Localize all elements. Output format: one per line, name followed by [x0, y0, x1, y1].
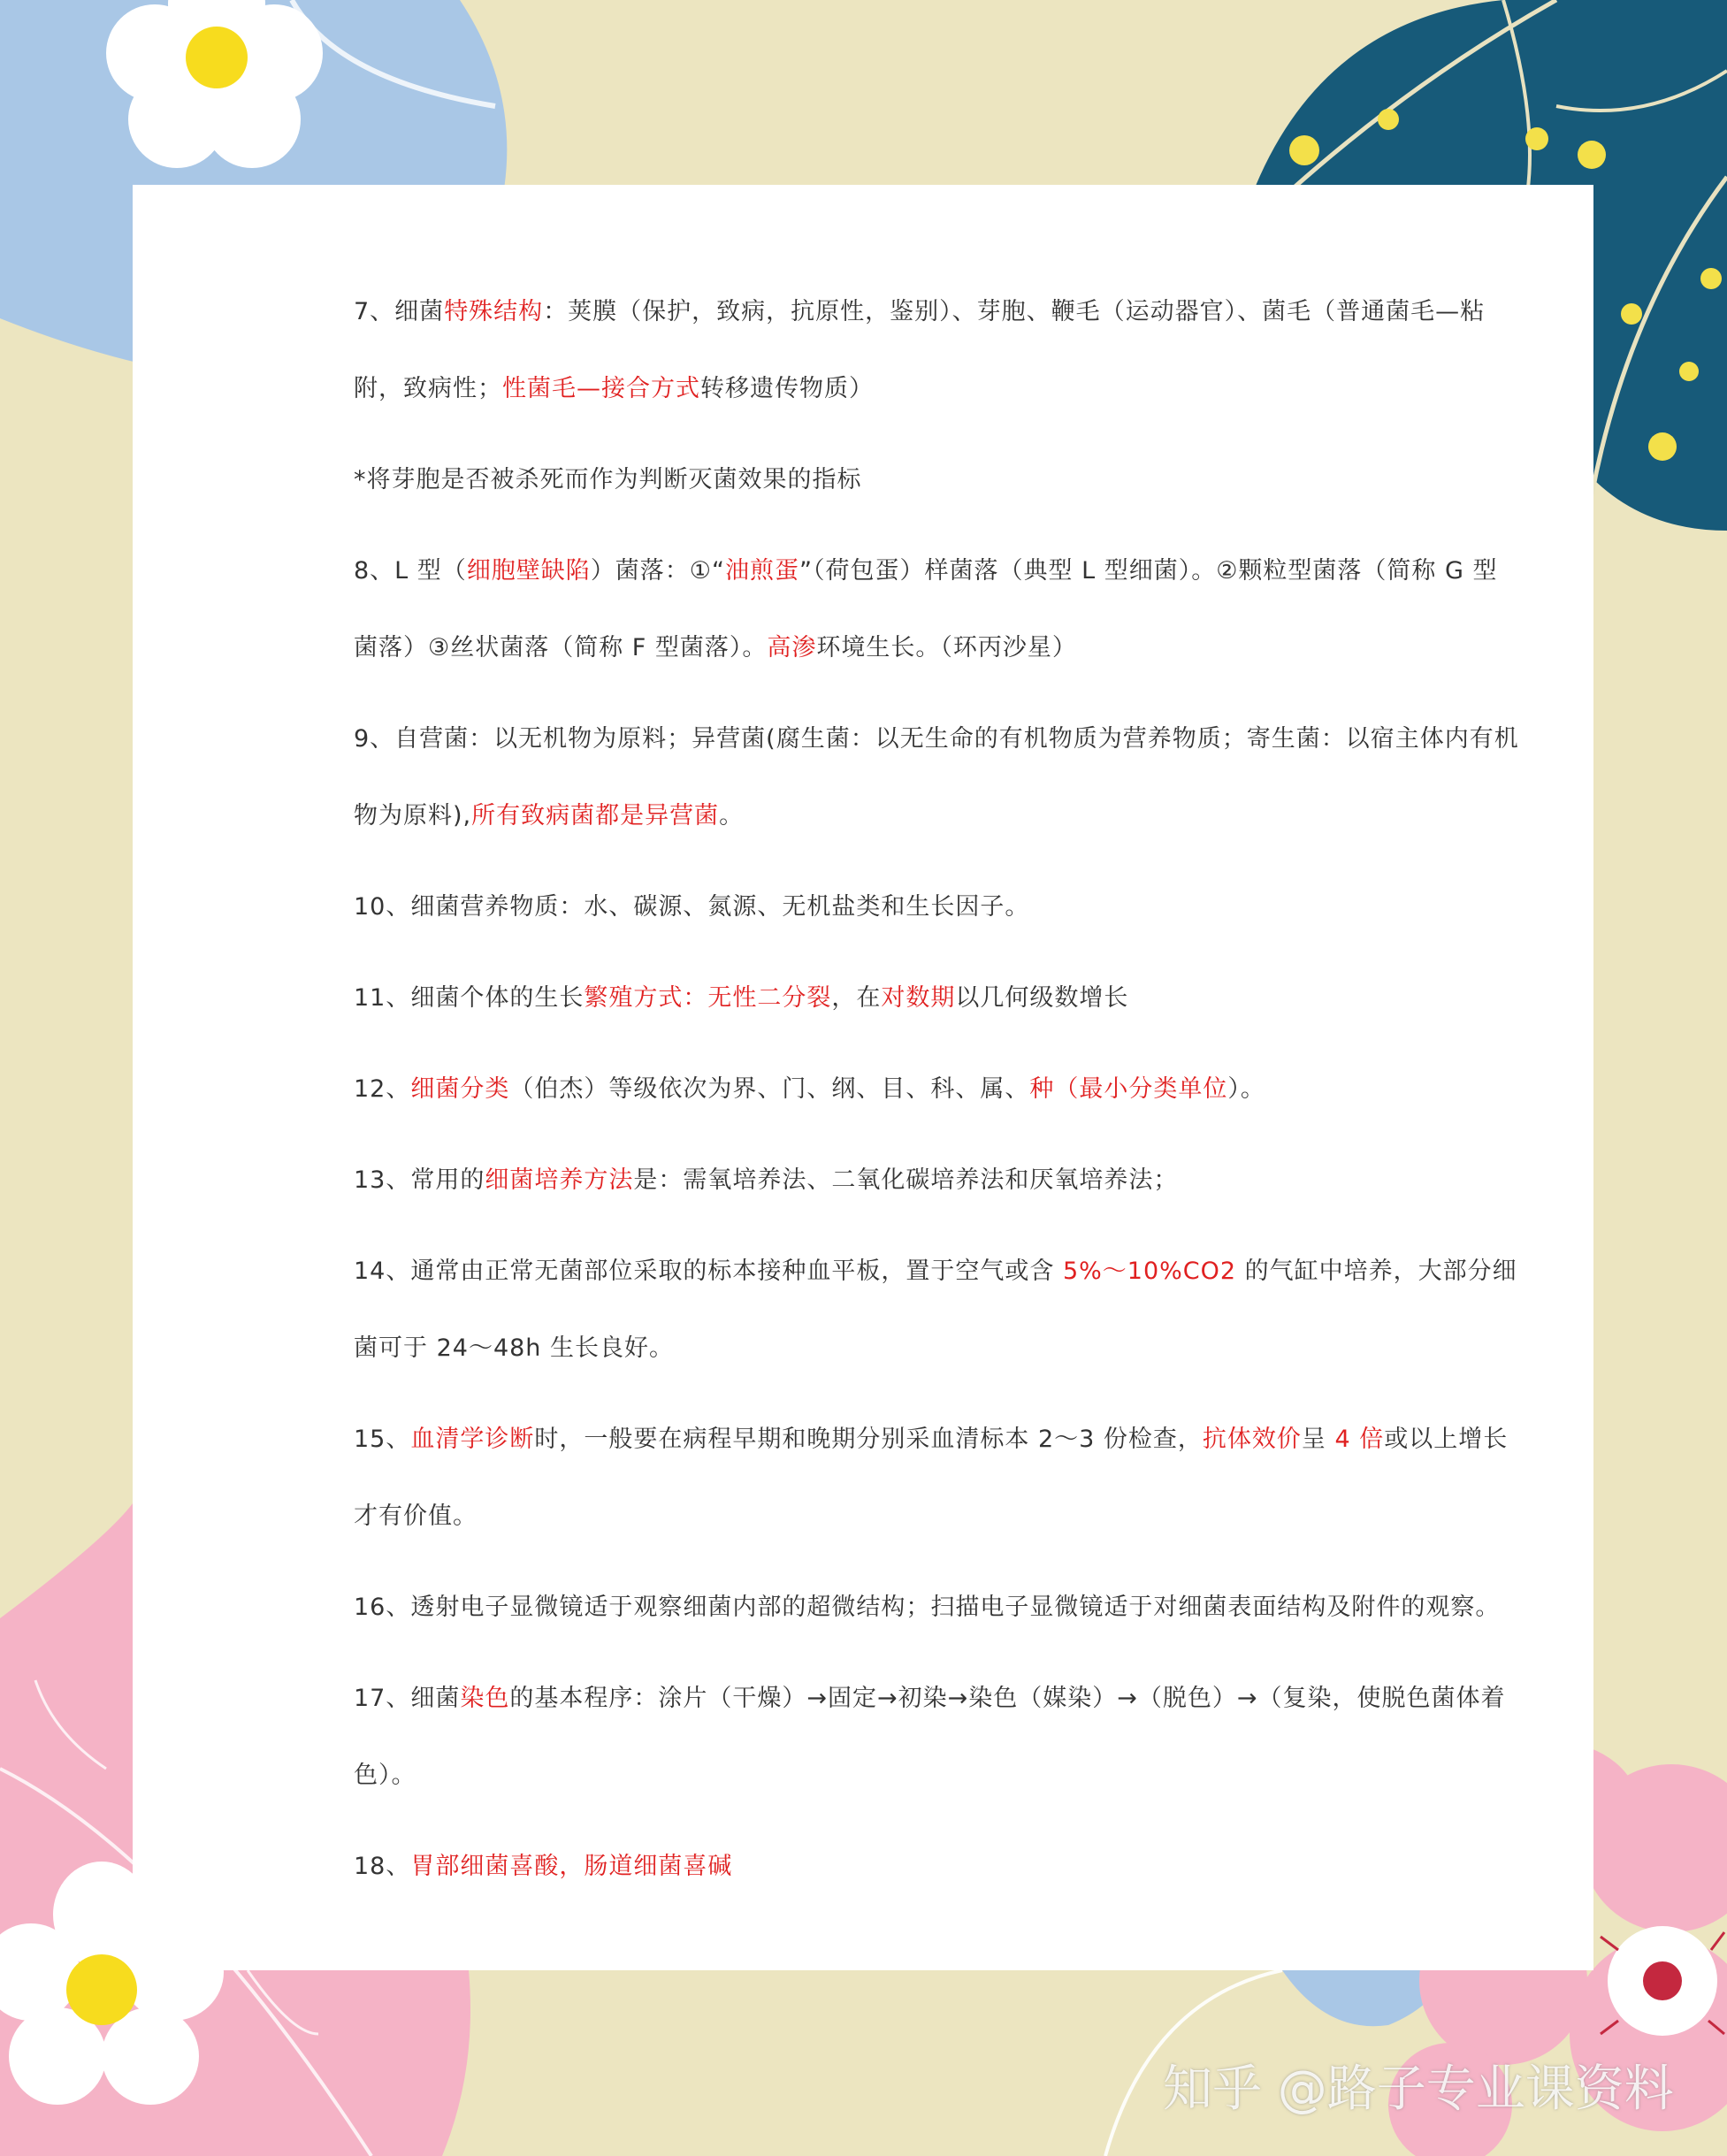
paragraph-text: 16、透射电子显微镜适于观察细菌内部的超微结构；扫描电子显微镜适于对细菌表面结构及附件的观察。: [354, 1594, 1501, 1621]
paragraph-text: 的基本程序：涂片（干燥）→固定→初染→染色（媒染）→（脱色）→（复染，使脱色菌体着色）。: [354, 1685, 1506, 1789]
paragraph-text: 8、L 型（: [354, 557, 467, 585]
paragraph-text: 。: [719, 802, 745, 830]
highlighted-text: 特殊结构: [444, 298, 544, 325]
paragraph-text: ）。: [1227, 1075, 1265, 1103]
white-flower-icon: [106, 0, 323, 168]
paragraph-text: 18、: [354, 1853, 411, 1880]
paragraph-text: ：荚膜（保护，致病，抗原性，鉴别）、芽胞、鞭毛（运动器官）、菌毛（普通菌毛—粘附，致病性；: [354, 298, 1486, 402]
paragraph-text: 17、细菌: [354, 1685, 461, 1712]
highlighted-text: 细菌分类: [410, 1075, 510, 1103]
note-paragraph: [354, 700, 1521, 854]
highlighted-text: 胃部细菌喜酸，肠道细菌喜碱: [410, 1853, 733, 1880]
paragraph-text: 或以上增长才有价值。: [354, 1426, 1509, 1530]
paragraph-text: 时，一般要在病程早期和晚期分别采血清标本 2～3 份检查，: [534, 1426, 1203, 1453]
highlighted-text: 对数期: [881, 984, 956, 1012]
paragraph-text: 10、细菌营养物质：水、碳源、氮源、无机盐类和生长因子。: [354, 893, 1030, 921]
paragraph-text: ”（荷包蛋）样菌落（典型 L 型细菌）。②颗粒型菌落（简称 G 型菌落）③丝状菌落（简称 F 型菌落）。: [354, 557, 1498, 661]
highlighted-text: 5%～10%CO2: [1062, 1258, 1237, 1285]
paragraph-text: ）菌落：①“: [590, 557, 726, 585]
paragraph-text: 呈: [1301, 1426, 1335, 1453]
note-paragraph: [354, 273, 1521, 427]
highlighted-text: 繁殖方式：无性二分裂: [584, 984, 832, 1012]
highlighted-text: 抗体效价: [1202, 1426, 1302, 1453]
highlighted-text: 高渗: [767, 634, 817, 661]
note-paragraph: [354, 1401, 1521, 1555]
highlighted-text: 细胞壁缺陷: [466, 557, 591, 585]
paragraph-text: 11、细菌个体的生长: [354, 984, 585, 1012]
paragraph-text: 9、自营菌：以无机物为原料；异营菌(腐生菌：以无生命的有机物质为营养物质；寄生菌：以宿主体内有机物为原料),: [354, 725, 1519, 830]
paragraph-text: 15、: [354, 1426, 411, 1453]
highlighted-text: 4 倍: [1334, 1426, 1385, 1453]
paragraph-text: 转移遗传物质）: [700, 375, 874, 402]
paragraph-text: 12、: [354, 1075, 411, 1103]
highlighted-text: 种（最小分类单位: [1029, 1075, 1228, 1103]
paragraph-text: 的气缸中培养，大部分细菌可于 24～48h 生长良好。: [354, 1258, 1517, 1362]
watermark: 知乎 @路子专业课资料: [1163, 2060, 1674, 2118]
note-paragraph: [354, 1660, 1521, 1814]
paragraph-text: 13、常用的: [354, 1166, 485, 1194]
highlighted-text: 性菌毛—接合方式: [502, 375, 700, 402]
note-paragraph: [354, 1569, 1521, 1646]
paragraph-text: ，在: [831, 984, 882, 1012]
highlighted-text: 染色: [460, 1685, 510, 1712]
paragraph-text: 以几何级数增长: [955, 984, 1129, 1012]
highlighted-text: 油煎蛋: [725, 557, 800, 585]
highlighted-text: 所有致病菌都是异营菌: [471, 802, 720, 830]
content-card: [133, 185, 1593, 1970]
note-paragraph: [354, 441, 1521, 518]
highlighted-text: 血清学诊断: [410, 1426, 535, 1453]
paragraph-text: 是：需氧培养法、二氧化碳培养法和厌氧培养法；: [633, 1166, 1179, 1194]
paragraph-text: （伯杰）等级依次为界、门、纲、目、科、属、: [509, 1075, 1030, 1103]
paragraph-text: 环境生长。（环丙沙星）: [816, 634, 1077, 661]
paragraph-text: *将芽胞是否被杀死而作为判断灭菌效果的指标: [354, 466, 862, 493]
note-paragraph: [354, 959, 1521, 1036]
notes-content: [354, 273, 1521, 1905]
note-paragraph: [354, 532, 1521, 686]
note-paragraph: [354, 1142, 1521, 1219]
note-paragraph: [354, 1051, 1521, 1128]
highlighted-text: 细菌培养方法: [485, 1166, 634, 1194]
note-paragraph: [354, 868, 1521, 945]
note-paragraph: [354, 1828, 1521, 1905]
paragraph-text: 14、通常由正常无菌部位采取的标本接种血平板，置于空气或含: [354, 1258, 1063, 1285]
note-paragraph: [354, 1233, 1521, 1387]
paragraph-text: 7、细菌: [354, 298, 445, 325]
